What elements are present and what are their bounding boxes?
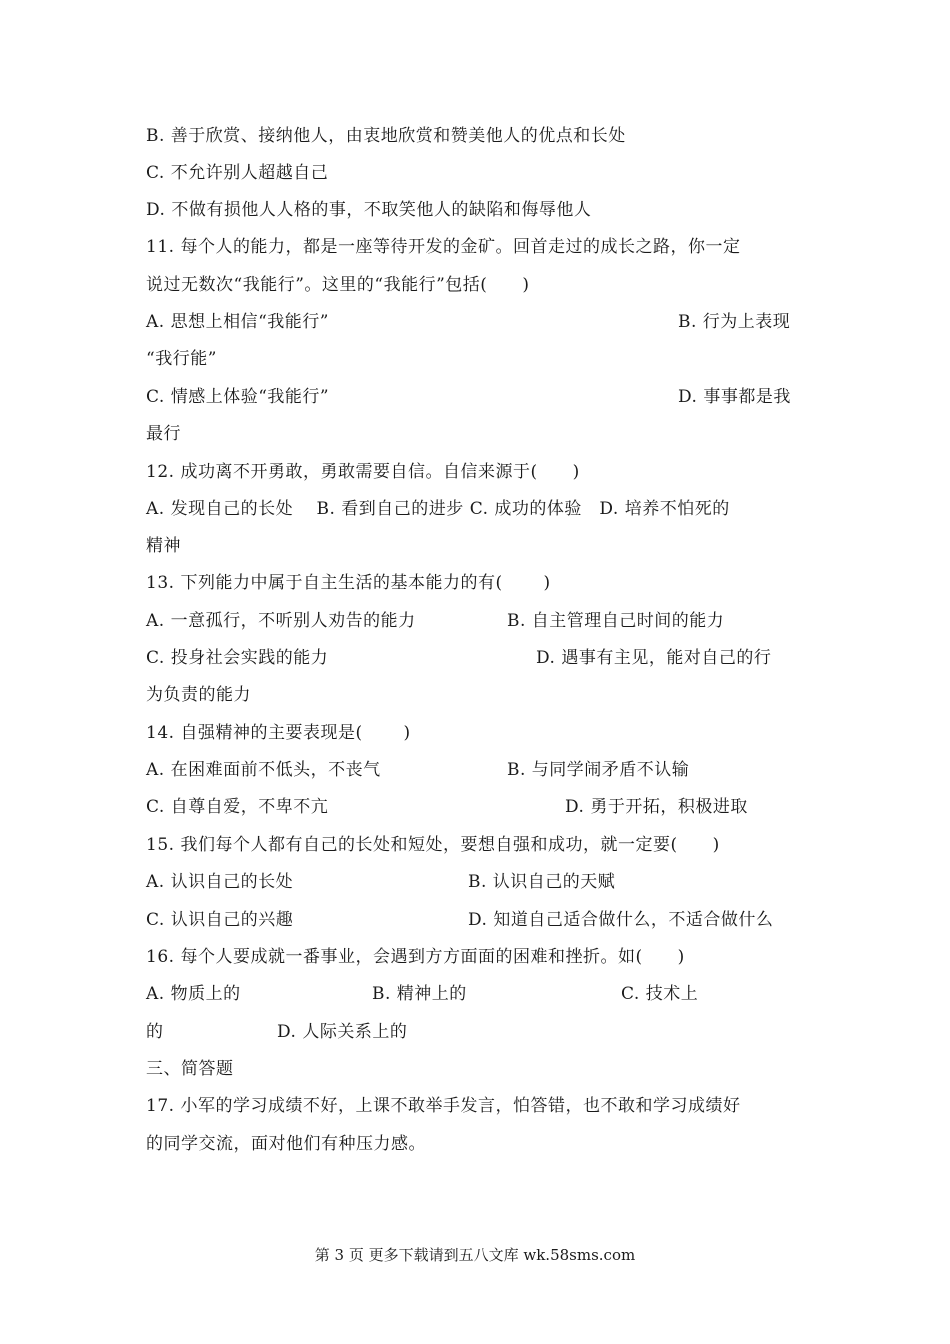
q12-options-cont: 精神	[146, 536, 181, 556]
q13-option-a: A. 一意孤行，不听别人劝告的能力	[146, 611, 416, 631]
question-15: 15. 我们每个人都有自己的长处和短处，要想自强和成功，就一定要( )	[146, 835, 720, 855]
question-11-cont: 说过无数次“我能行”。这里的“我能行”包括( )	[146, 275, 530, 295]
q16-option-a: A. 物质上的	[146, 984, 241, 1004]
q15-option-a: A. 认识自己的长处	[146, 872, 294, 892]
question-11: 11. 每个人的能力，都是一座等待开发的金矿。回首走过的成长之路，你一定	[146, 237, 741, 257]
q11-option-c: C. 情感上体验“我能行”	[146, 387, 330, 407]
q15-option-d: D. 知道自己适合做什么，不适合做什么	[468, 910, 774, 930]
q11-option-d: D. 事事都是我	[678, 387, 791, 407]
q14-option-a: A. 在困难面前不低头，不丧气	[146, 760, 381, 780]
q11-option-a: A. 思想上相信“我能行”	[146, 312, 329, 332]
q13-option-d: D. 遇事有主见，能对自己的行	[536, 648, 772, 668]
q14-option-d: D. 勇于开拓，积极进取	[565, 797, 748, 817]
q12-options: A. 发现自己的长处 B. 看到自己的进步 C. 成功的体验 D. 培养不怕死的	[146, 499, 730, 519]
q16-option-b: B. 精神上的	[372, 984, 467, 1004]
q16-option-d: D. 人际关系上的	[277, 1022, 408, 1042]
q14-option-c: C. 自尊自爱，不卑不亢	[146, 797, 329, 817]
page-footer: 第 3 页 更多下载请到五八文库 wk.58sms.com	[314, 1246, 636, 1264]
q11-option-d-cont: 最行	[146, 424, 181, 444]
q11-option-b-cont: “我行能”	[146, 349, 217, 369]
question-12: 12. 成功离不开勇敢，勇敢需要自信。自信来源于( )	[146, 462, 580, 482]
question-13: 13. 下列能力中属于自主生活的基本能力的有( )	[146, 573, 551, 593]
option-d: D. 不做有损他人人格的事，不取笑他人的缺陷和侮辱他人	[146, 200, 592, 220]
section-heading: 三、简答题	[146, 1059, 234, 1079]
option-c: C. 不允许别人超越自己	[146, 163, 329, 183]
q13-option-b: B. 自主管理自己时间的能力	[507, 611, 725, 631]
q15-option-b: B. 认识自己的天赋	[468, 872, 616, 892]
option-b: B. 善于欣赏、接纳他人，由衷地欣赏和赞美他人的优点和长处	[146, 126, 626, 146]
question-14: 14. 自强精神的主要表现是( )	[146, 723, 411, 743]
question-17-cont: 的同学交流，面对他们有种压力感。	[146, 1134, 426, 1154]
question-17: 17. 小军的学习成绩不好，上课不敢举手发言，怕答错，也不敢和学习成绩好	[146, 1096, 741, 1116]
question-16: 16. 每个人要成就一番事业，会遇到方方面面的困难和挫折。如( )	[146, 947, 685, 967]
q15-option-c: C. 认识自己的兴趣	[146, 910, 294, 930]
q13-option-d-cont: 为负责的能力	[146, 685, 251, 705]
q16-option-c-cont: 的	[146, 1022, 164, 1042]
q11-option-b: B. 行为上表现	[678, 312, 791, 332]
q14-option-b: B. 与同学闹矛盾不认输	[507, 760, 690, 780]
q16-option-c: C. 技术上	[621, 984, 699, 1004]
q13-option-c: C. 投身社会实践的能力	[146, 648, 329, 668]
